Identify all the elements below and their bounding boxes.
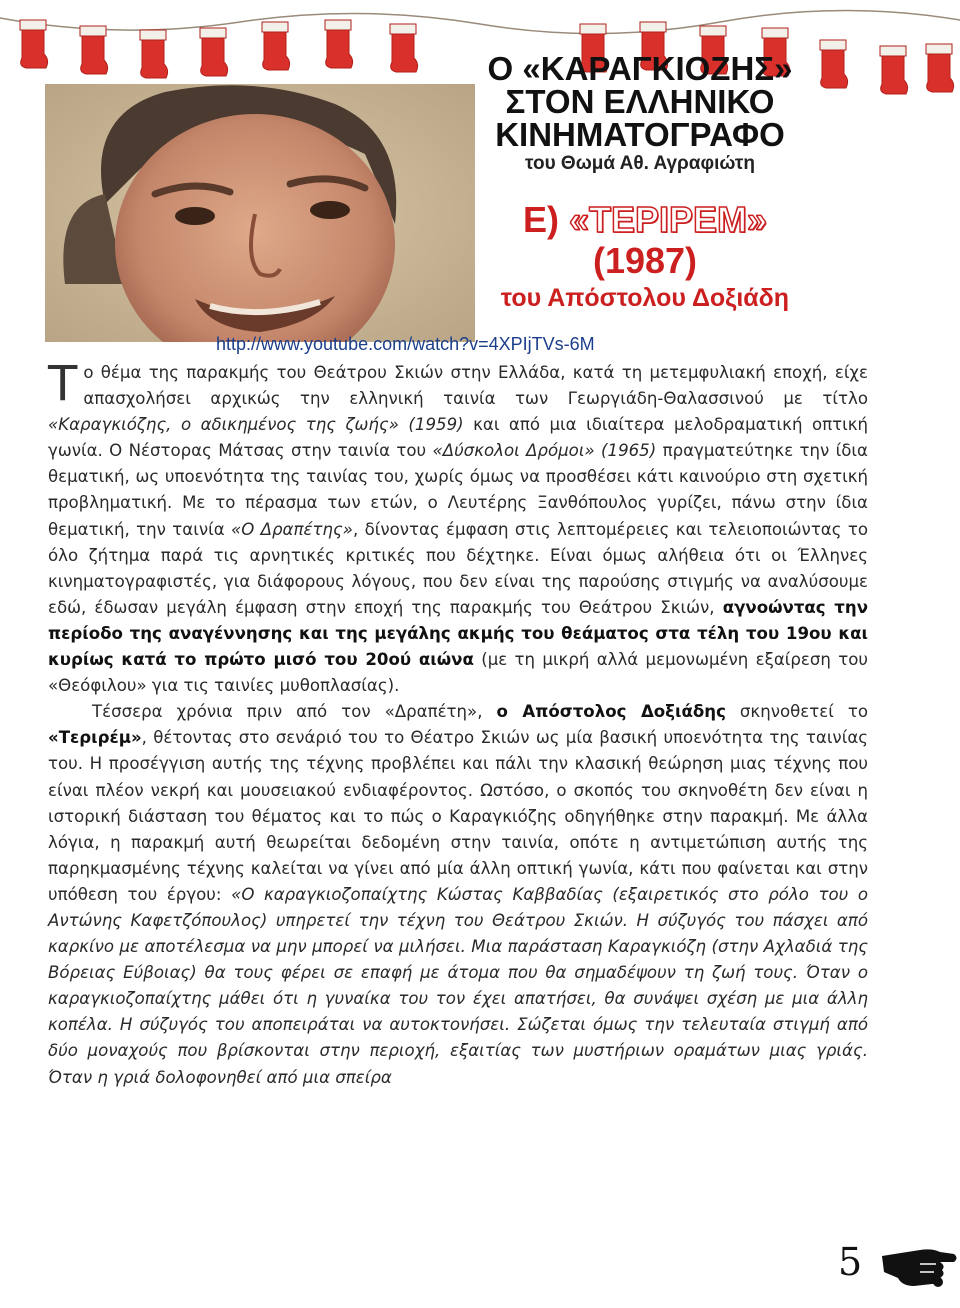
- film-title: «ΤΕΡΙΡΕΜ»: [568, 199, 768, 240]
- film-heading: [455, 200, 835, 314]
- paragraph-2: [48, 699, 868, 1090]
- text: πραγματεύτηκε την ίδια θεματική, ως υποενότητα της ταινίας του, χωρίς όμως να προσθέσει κάτι καινούριο στη σχετική προβληματική. Με το πέρασμα των ετών, ο Λευτέρης Ξανθόπουλος γυρίζει, πάνω στην ίδια θεματική, την ταινία: [48, 441, 868, 539]
- film-reference: «Καραγκιόζης, ο αδικημένος της ζωής» (1959): [48, 415, 464, 435]
- film-title-line: [455, 200, 835, 240]
- emphasis: «Τεριρέμ»: [48, 728, 142, 748]
- article-author: του Θωμά Αθ. Αγραφιώτη: [525, 153, 755, 174]
- director-photo: [45, 84, 475, 342]
- article-title-line-2: ΣΤΟΝ ΕΛΛΗΝΙΚΟ: [505, 83, 775, 120]
- film-reference: «Δύσκολοι Δρόμοι» (1965): [432, 441, 657, 461]
- drop-cap: Τ: [48, 356, 78, 412]
- paragraph-1: [48, 356, 869, 699]
- article-title-line-3: ΚΙΝΗΜΑΤΟΓΡΑΦΟ: [495, 116, 785, 153]
- youtube-link[interactable]: http://www.youtube.com/watch?v=4XPIjTVs-6M: [216, 334, 595, 354]
- article-body: [48, 356, 869, 1091]
- page-number: 5: [838, 1240, 863, 1284]
- text: , δίνοντας έμφαση στις λεπτομέρειες και τελειοποιώντας το όλο ζήτημα παρά τις αρνητικές κριτικές που δέχτηκε. Είναι όμως αλήθεια ότι οι Έλληνες κινηματογραφιστές, για διάφορους λόγους, που δεν είναι της παρούσης στιγμής να αναλύσουμε εδώ, έδωσαν μεγάλη έμφαση στην εποχή της παρακμής του Θεάτρου Σκιών,: [48, 519, 868, 617]
- film-reference: «Ο Δραπέτης»: [231, 519, 353, 539]
- text: Τέσσερα χρόνια πριν από τον «Δραπέτη»,: [92, 702, 497, 722]
- text: (με τη μικρή αλλά μεμονωμένη εξαίρεση του «Θεόφιλου» για τις ταινίες μυθοπλασίας).: [48, 650, 868, 696]
- text: ο θέμα της παρακμής του Θεάτρου Σκιών στην Ελλάδα, κατά τη μετεμφυλιακή εποχή, είχε απασχολήσει αρχικώς την ελληνική ταινία των Γεωργιάδη-Θαλασσινού με τίτλο: [83, 363, 868, 409]
- text: σκηνοθετεί το: [725, 702, 868, 722]
- text: , θέτοντας στο σενάριό του το Θέατρο Σκιών ως μία βασική υποενότητα της ταινίας του. Η προσέγγιση αυτής της τέχνης προβλέπει και πάλι την κλασική θεώρηση μιας τέχνης που είναι πλέον νεκρή και μουσειακού ενδιαφέροντος. Ωστόσο, ο σκοπός του σκηνοθέτη δεν είναι η ιστορική διάσταση του θέματος και το πώς ο Καραγκιόζης οδηγήθηκε στην παρακμή. Με άλλα λόγια, η παρακμή αυτή θεωρείται δεδομένη στην ταινία, οπότε η αντιμετώπιση αυτής της παρηκμασμένης τέχνης καλείται να γίνει από μία άλλη οπτική γωνία, κάτι που φαίνεται και στην υπόθεση του έργου:: [48, 728, 868, 904]
- pointing-hand-icon: [880, 1242, 960, 1292]
- text: και από μια ιδιαίτερα μελοδραματική οπτική γωνία. Ο Νέστορας Μάτσας στην ταινία του: [48, 415, 869, 461]
- plot-synopsis: «Ο καραγκιοζοπαίχτης Κώστας Καββαδίας (εξαιρετικός στο ρόλο του ο Αντώνης Καφετζόπουλος) υπηρετεί την τέχνη του Θεάτρου Σκιών. Η σύζυγός του πάσχει από καρκίνο με αποτέλεσμα να μην μπορεί να μιλήσει. Μια παράσταση Καραγκιόζη (στην Αχλαδιά της Βόρειας Εύβοιας) θα τους φέρει σε επαφή με άτομα που θα σημαδέψουν τη ζωή τους. Όταν ο καραγκιοζοπαίχτης μάθει ότι η γυναίκα του τον έχει απατήσει, θα συνάψει σχέση με μια άλλη κοπέλα. Η σύζυγός του αποπειράται να αυτοκτονήσει. Σώζεται όμως την τελευταία στιγμή από δύο μοναχούς που βρίσκονται στην περιοχή, εξαιτίας των μυστήριων οραμάτων μιας γριάς. Όταν η γριά δολοφονηθεί από μια σπείρα: [48, 884, 868, 1087]
- emphasis: ο Απόστολος Δοξιάδης: [496, 702, 726, 722]
- film-year: (1987): [592, 240, 698, 281]
- section-prefix: Ε): [522, 199, 569, 240]
- article-header: [440, 52, 840, 175]
- article-title-line-1: Ο «ΚΑΡΑΓΚΙΟΖΗΣ»: [487, 50, 793, 87]
- film-director: του Απόστολου Δοξιάδη: [500, 284, 790, 312]
- emphasis: αγνοώντας την περίοδο της αναγέννησης και της μεγάλης ακμής του θεάματος στα τέλη του 19ου και κυρίως κατά το πρώτο μισό του 20ού αιώνα: [48, 597, 868, 670]
